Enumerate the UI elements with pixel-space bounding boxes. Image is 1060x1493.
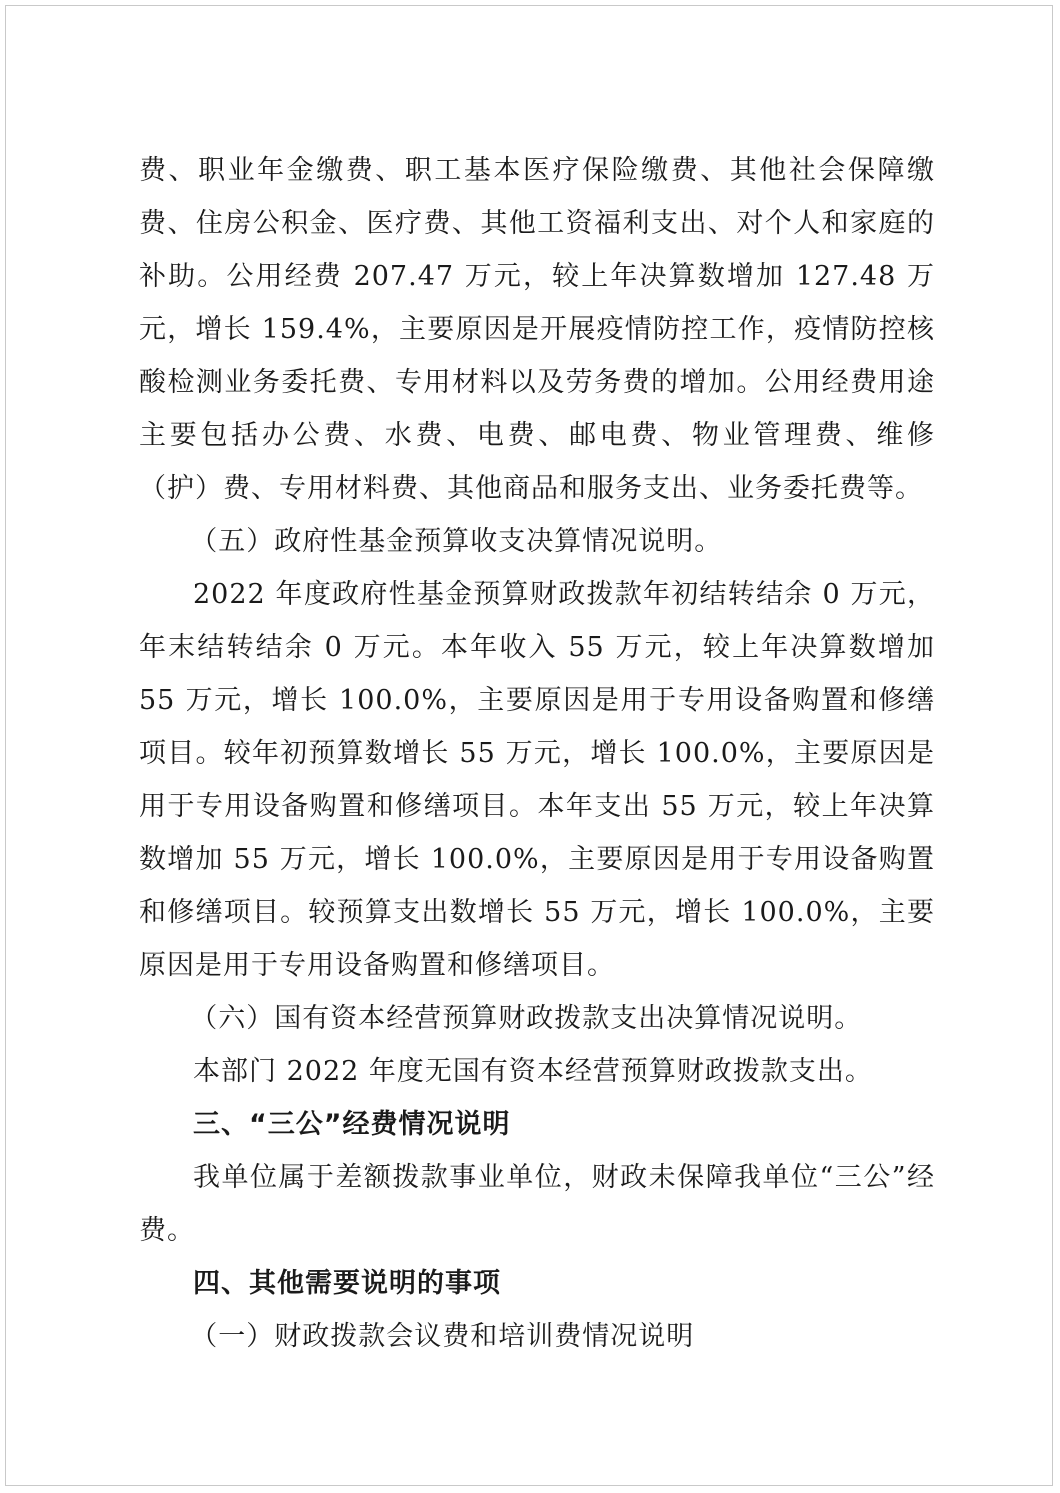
- document-body: [139, 144, 935, 1363]
- subsection-6-title: （六）国有资本经营预算财政拨款支出决算情况说明。: [190, 1003, 863, 1034]
- paragraph-expense-details: 费、职业年金缴费、职工基本医疗保险缴费、其他社会保障缴费、住房公积金、医疗费、其他工资福利支出、对个人和家庭的补助。公用经费 207.47 万元，较上年决算数增加 127.48 万元，增长 159.4%，主要原因是开展疫情防控工作，疫情防控核酸检测业务委托费、专用材料以及劳务费的增加。公用经费用途主要包括办公费、水费、电费、邮电费、物业管理费、维修（护）费、专用材料费、其他商品和服务支出、业务委托费等。: [139, 155, 935, 504]
- paragraph-state-capital: 本部门 2022 年度无国有资本经营预算财政拨款支出。: [193, 1056, 873, 1087]
- document-page: [5, 5, 1053, 1486]
- section-3-heading: 三、“三公”经费情况说明: [193, 1109, 511, 1140]
- section-4-heading: 四、其他需要说明的事项: [193, 1268, 501, 1299]
- subsection-5-title: （五）政府性基金预算收支决算情况说明。: [190, 526, 723, 557]
- paragraph-three-public: 我单位属于差额拨款事业单位，财政未保障我单位“三公”经费。: [139, 1162, 935, 1246]
- paragraph-gov-fund-budget: 2022 年度政府性基金预算财政拨款年初结转结余 0 万元，年末结转结余 0 万元。本年收入 55 万元，较上年决算数增加 55 万元，增长 100.0%，主要原因是用于专用设备购置和修缮项目。较年初预算数增长 55 万元，增长 100.0%，主要原因是用于专用设备购置和修缮项目。本年支出 55 万元，较上年决算数增加 55 万元，增长 100.0%，主要原因是用于专用设备购置和修缮项目。较预算支出数增长 55 万元，增长 100.0%，主要原因是用于专用设备购置和修缮项目。: [139, 579, 935, 981]
- subsection-1-title: （一）财政拨款会议费和培训费情况说明: [190, 1321, 695, 1352]
